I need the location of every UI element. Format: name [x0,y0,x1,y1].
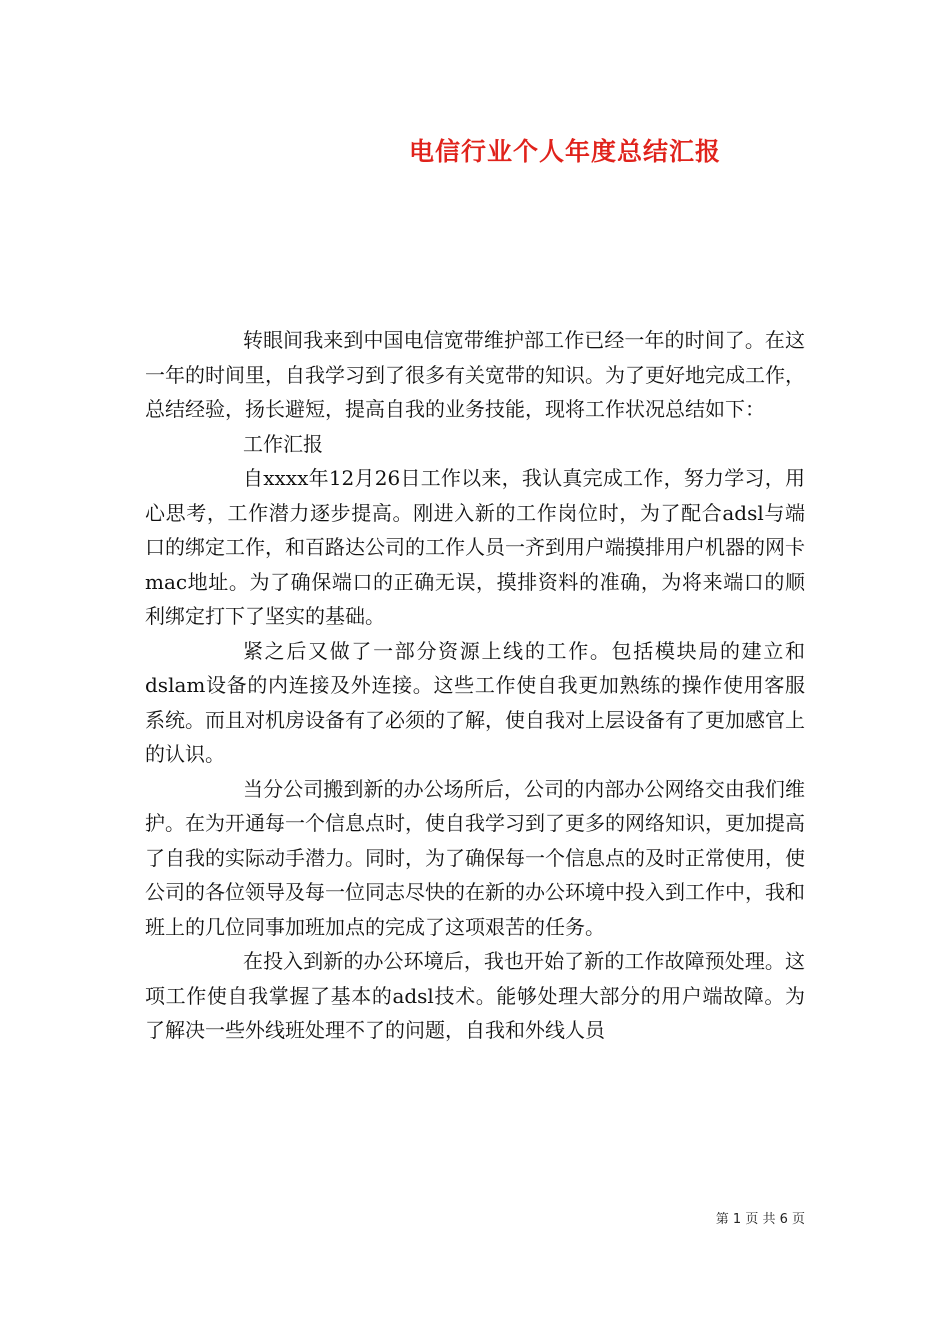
page-number: 第 1 页 共 6 页 [715,1212,805,1227]
paragraph-resource-online: 紧之后又做了一部分资源上线的工作。包括模块局的建立和dslam设备的内连接及外连接。这些工作使自我更加熟练的操作使用客服系统。而且对机房设备有了必须的了解，使自我对上层设备有了更加感官上的认识。 [145,638,805,766]
document-body [145,323,805,1048]
paragraph-fault-handling: 在投入到新的办公环境后，我也开始了新的工作故障预处理。这项工作使自我掌握了基本的adsl技术。能够处理大部分的用户端故障。为了解决一些外线班处理不了的问题，自我和外线人员 [145,949,805,1042]
document-title: 电信行业个人年度总结汇报 [408,137,721,166]
paragraph-work-start: 自xxxx年12月26日工作以来，我认真完成工作，努力学习，用心思考，工作潜力逐步提高。刚进入新的工作岗位时，为了配合adsl与端口的绑定工作，和百路达公司的工作人员一齐到用户端摸排用户机器的网卡mac地址。为了确保端口的正确无误，摸排资料的准确，为将来端口的顺利绑定打下了坚实的基础。 [145,466,805,628]
section-heading: 工作汇报 [243,431,323,456]
paragraph-office-network: 当分公司搬到新的办公场所后，公司的内部办公网络交由我们维护。在为开通每一个信息点时，使自我学习到了更多的网络知识，更加提高了自我的实际动手潜力。同时，为了确保每一个信息点的及时正常使用，使公司的各位领导及每一位同志尽快的在新的办公环境中投入到工作中，我和班上的几位同事加班加点的完成了这项艰苦的任务。 [145,776,805,939]
paragraph-intro: 转眼间我来到中国电信宽带维护部工作已经一年的时间了。在这一年的时间里，自我学习到了很多有关宽带的知识。为了更好地完成工作，总结经验，扬长避短，提高自我的业务技能，现将工作状况总结如下： [145,328,805,421]
